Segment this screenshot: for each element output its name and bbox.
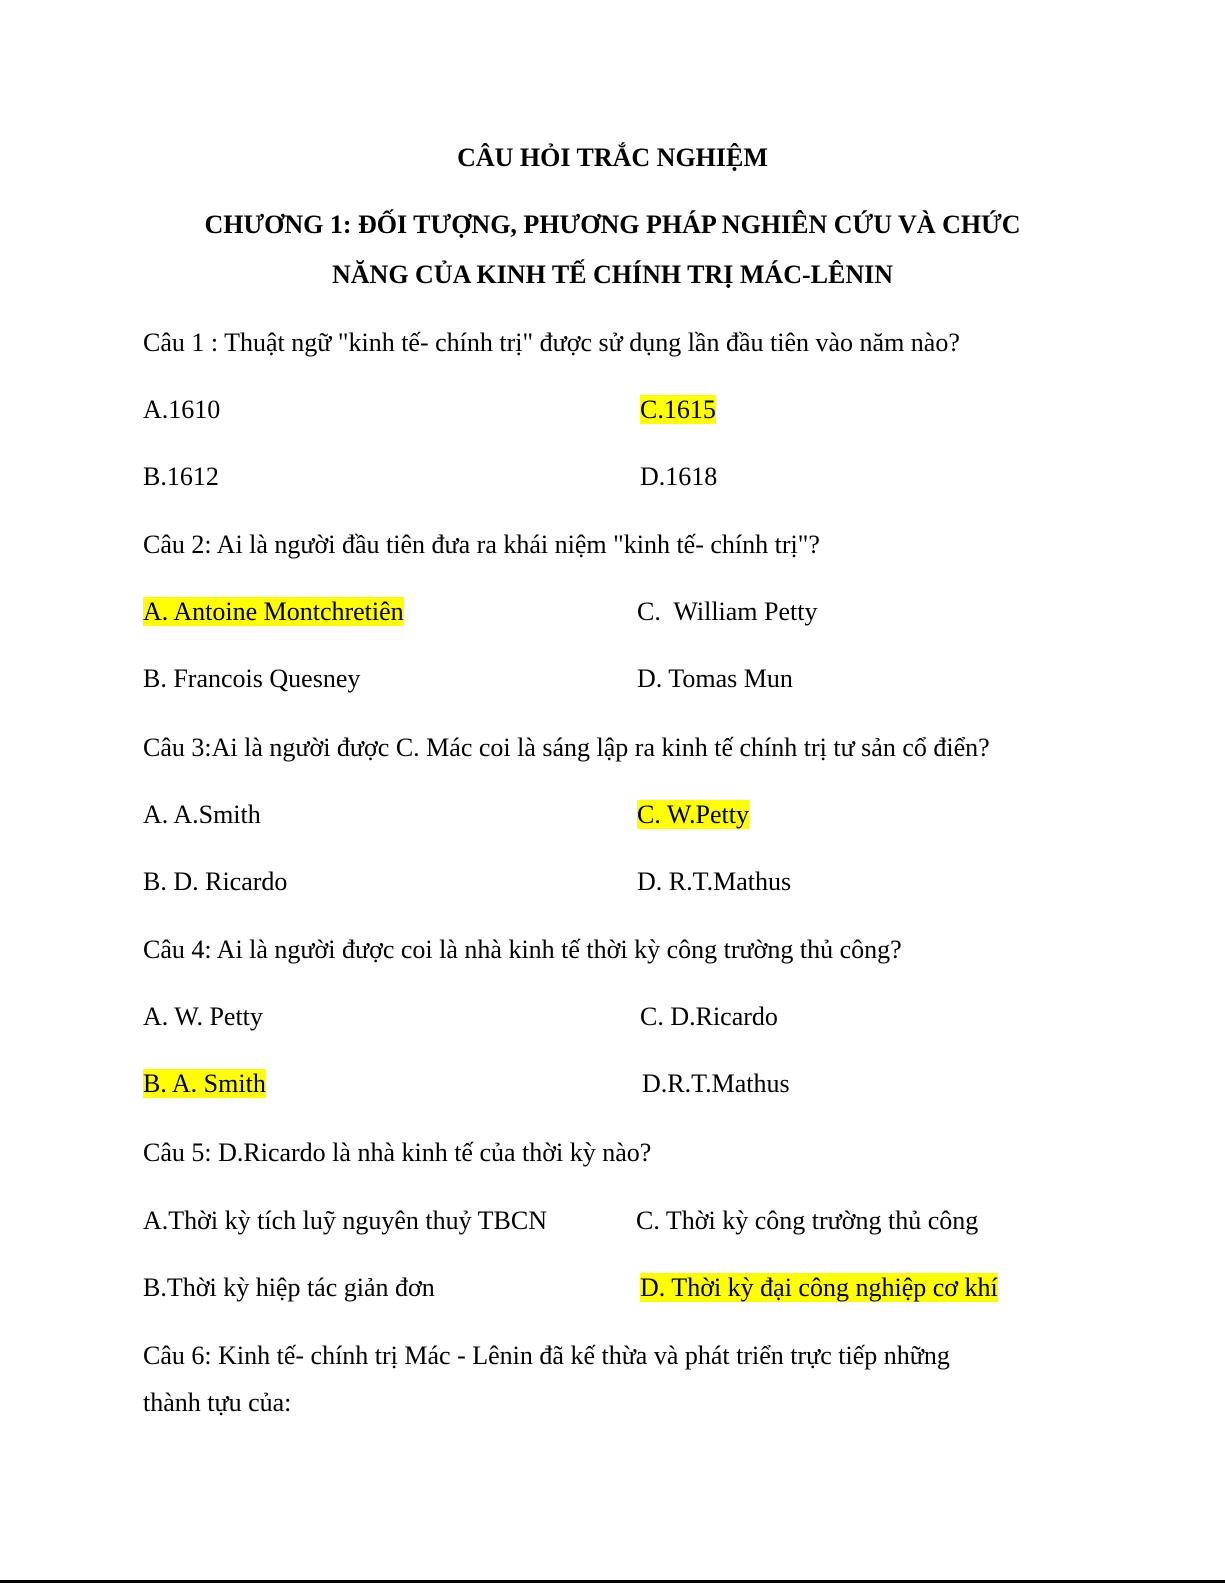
question-1-option-c-answer [640,394,716,426]
document-title: CÂU HỎI TRẮC NGHIỆM [457,143,768,172]
question-5-option-c: C. Thời kỳ công trường thủ công [636,1206,979,1235]
question-4-option-b-answer [143,1068,266,1100]
question-2-option-b: B. Francois Quesney [143,664,361,693]
answer-highlight: B. A. Smith [143,1069,266,1098]
question-2-option-d: D. Tomas Mun [637,664,793,693]
question-3-text: Câu 3:Ai là người được C. Mác coi là sáng lập ra kinh tế chính trị tư sản cổ điển? [143,733,990,762]
question-2-option-c: C. William Petty [637,597,818,626]
question-2-text: Câu 2: Ai là người đầu tiên đưa ra khái niệm "kinh tế- chính trị"? [143,530,820,559]
question-5-option-d-answer [640,1272,998,1304]
question-3-option-c-answer [637,799,749,831]
question-1-option-d: D.1618 [640,462,718,491]
question-5-text: Câu 5: D.Ricardo là nhà kinh tế của thời kỳ nào? [143,1138,652,1167]
question-4-option-c: C. D.Ricardo [640,1002,778,1031]
question-3-option-b: B. D. Ricardo [143,867,288,896]
question-3-option-a: A. A.Smith [143,800,261,829]
question-5-option-a: A.Thời kỳ tích luỹ nguyên thuỷ TBCN [143,1206,547,1235]
question-4-text: Câu 4: Ai là người được coi là nhà kinh tế thời kỳ công trường thủ công? [143,935,902,964]
question-4-option-a: A. W. Petty [143,1002,263,1031]
question-1-text: Câu 1 : Thuật ngữ "kinh tế- chính trị" được sử dụng lần đầu tiên vào năm nào? [143,328,960,357]
question-3-option-d: D. R.T.Mathus [637,867,792,896]
question-1-option-a: A.1610 [143,395,221,424]
question-1-option-b: B.1612 [143,462,219,491]
question-6-text-line-1: Câu 6: Kinh tế- chính trị Mác - Lênin đã kế thừa và phát triển trực tiếp những [143,1341,950,1370]
answer-highlight: D. Thời kỳ đại công nghiệp cơ khí [640,1273,998,1302]
page-bottom-border [0,1580,1225,1583]
chapter-heading-line-1: CHƯƠNG 1: ĐỐI TƯỢNG, PHƯƠNG PHÁP NGHIÊN CỨU VÀ CHỨC [204,210,1021,239]
chapter-heading-line-2: NĂNG CỦA KINH TẾ CHÍNH TRỊ MÁC-LÊNIN [332,260,893,289]
question-4-option-d: D.R.T.Mathus [642,1069,790,1098]
answer-highlight: C. W.Petty [637,800,749,829]
question-5-option-b: B.Thời kỳ hiệp tác giản đơn [143,1273,435,1302]
question-6-text-line-2: thành tựu của: [143,1388,292,1417]
question-2-option-a-answer [143,596,404,628]
answer-highlight: A. Antoine Montchretiên [143,597,404,626]
answer-highlight: C.1615 [640,395,716,424]
